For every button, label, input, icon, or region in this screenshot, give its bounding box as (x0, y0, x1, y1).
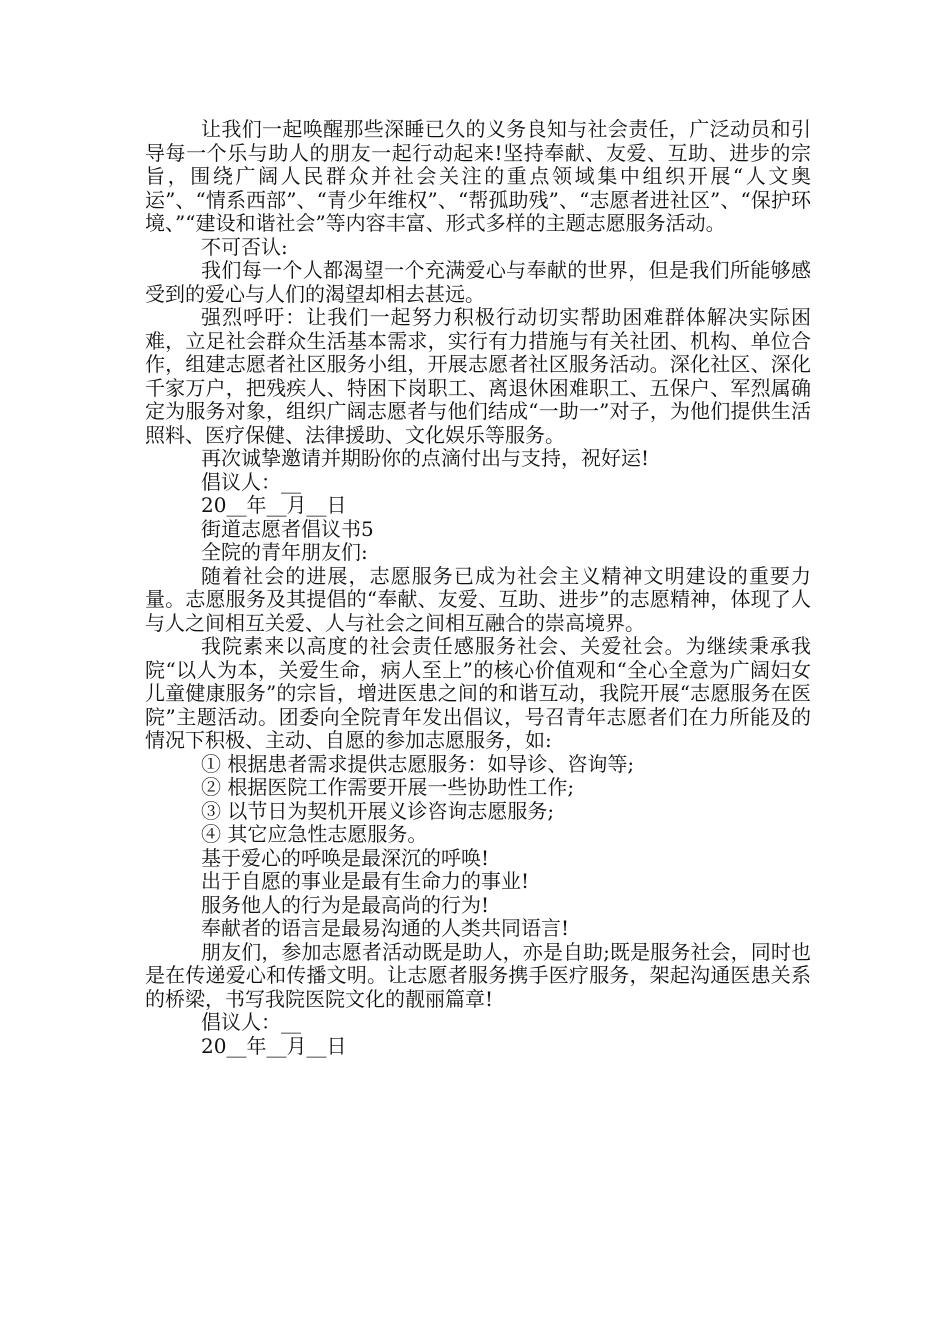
paragraph-volunteer-service: 随着社会的进展，志愿服务已成为社会主义精神文明建设的重要力量。志愿服务及其提倡的“奉献、友爱、互助、进步”的志愿精神，体现了人与人之间相互关爱、人与社会之间相互融合的崇高境界。 (145, 563, 811, 635)
paragraph-undeniable: 不可否认: (201, 234, 288, 259)
salutation: 全院的青年朋友们: (201, 540, 368, 564)
paragraph-appeal-intro: 让我们一起唤醒那些深睡已久的义务良知与社会责任，广泛动员和引导每一个乐与助人的朋友一起行动起来!坚持奉献、友爱、互助、进步的宗旨，围绕广阔人民群众并社会关注的重点领域集中组织开展“人文奥运”、“情系西部”、“青少年维权”、“帮孤助残”、“志愿者进社区”、“保护环境、”“建设和谐社会”等内容丰富、形式多样的主题志愿服务活动。 (145, 117, 811, 235)
list-item: ② 根据医院工作需要开展一些协助性工作; (201, 775, 575, 799)
slogan-line: 基于爱心的呼唤是最深沉的呼唤! (201, 845, 490, 870)
date-line: 20__年__月__日 (201, 493, 347, 517)
section-title: 街道志愿者倡议书5 (201, 516, 374, 541)
initiator-line: 倡议人：__ (201, 1010, 301, 1034)
document-body (145, 118, 811, 1058)
slogan-line: 出于自愿的事业是最有生命力的事业! (201, 869, 530, 893)
paragraph-invitation: 再次诚挚邀请并期盼你的点滴付出与支持，祝好运! (201, 446, 650, 470)
list-item: ③ 以节日为契机开展义诊咨询志愿服务; (201, 798, 555, 823)
paragraph-longing: 我们每一个人都渴望一个充满爱心与奉献的世界，但是我们所能够感受到的爱心与人们的渴望却相去甚远。 (145, 258, 811, 306)
list-item: ① 根据患者需求提供志愿服务：如导诊、咨询等; (201, 751, 635, 776)
list-item: ④ 其它应急性志愿服务。 (201, 822, 428, 846)
date-line: 20__年__月__日 (201, 1033, 347, 1058)
paragraph-closing: 朋友们，参加志愿者活动既是助人，亦是自助;既是服务社会，同时也是在传递爱心和传播文明。让志愿者服务携手医疗服务，架起沟通医患关系的桥梁，书写我院医院文化的靓丽篇章! (145, 939, 811, 1011)
paragraph-hospital-activity: 我院素来以高度的社会责任感服务社会、关爱社会。为继续秉承我院“以人为本，关爱生命，病人至上”的核心价值观和“全心全意为广阔妇女儿童健康服务”的宗旨，增进医患之间的和谐互动，我院开展“志愿服务在医院”主题活动。团委向全院青年发出倡议，号召青年志愿者们在力所能及的情况下积极、主动、自愿的参加志愿服务，如: (145, 634, 811, 752)
initiator-line: 倡议人：__ (201, 469, 301, 494)
slogan-line: 奉献者的语言是最易沟通的人类共同语言! (201, 916, 570, 940)
slogan-line: 服务他人的行为是最高尚的行为! (201, 892, 490, 917)
paragraph-strong-appeal: 强烈呼吁：让我们一起努力积极行动切实帮助困难群体解决实际困难，立足社会群众生活基本需求，实行有力措施与有关社团、机构、单位合作，组建志愿者社区服务小组，开展志愿者社区服务活动。深化社区、深化千家万户，把残疾人、特困下岗职工、离退休困难职工、五保户、军烈属确定为服务对象，组织广阔志愿者与他们结成“一助一”对子，为他们提供生活照料、医疗保健、法律援助、文化娱乐等服务。 (145, 305, 811, 447)
